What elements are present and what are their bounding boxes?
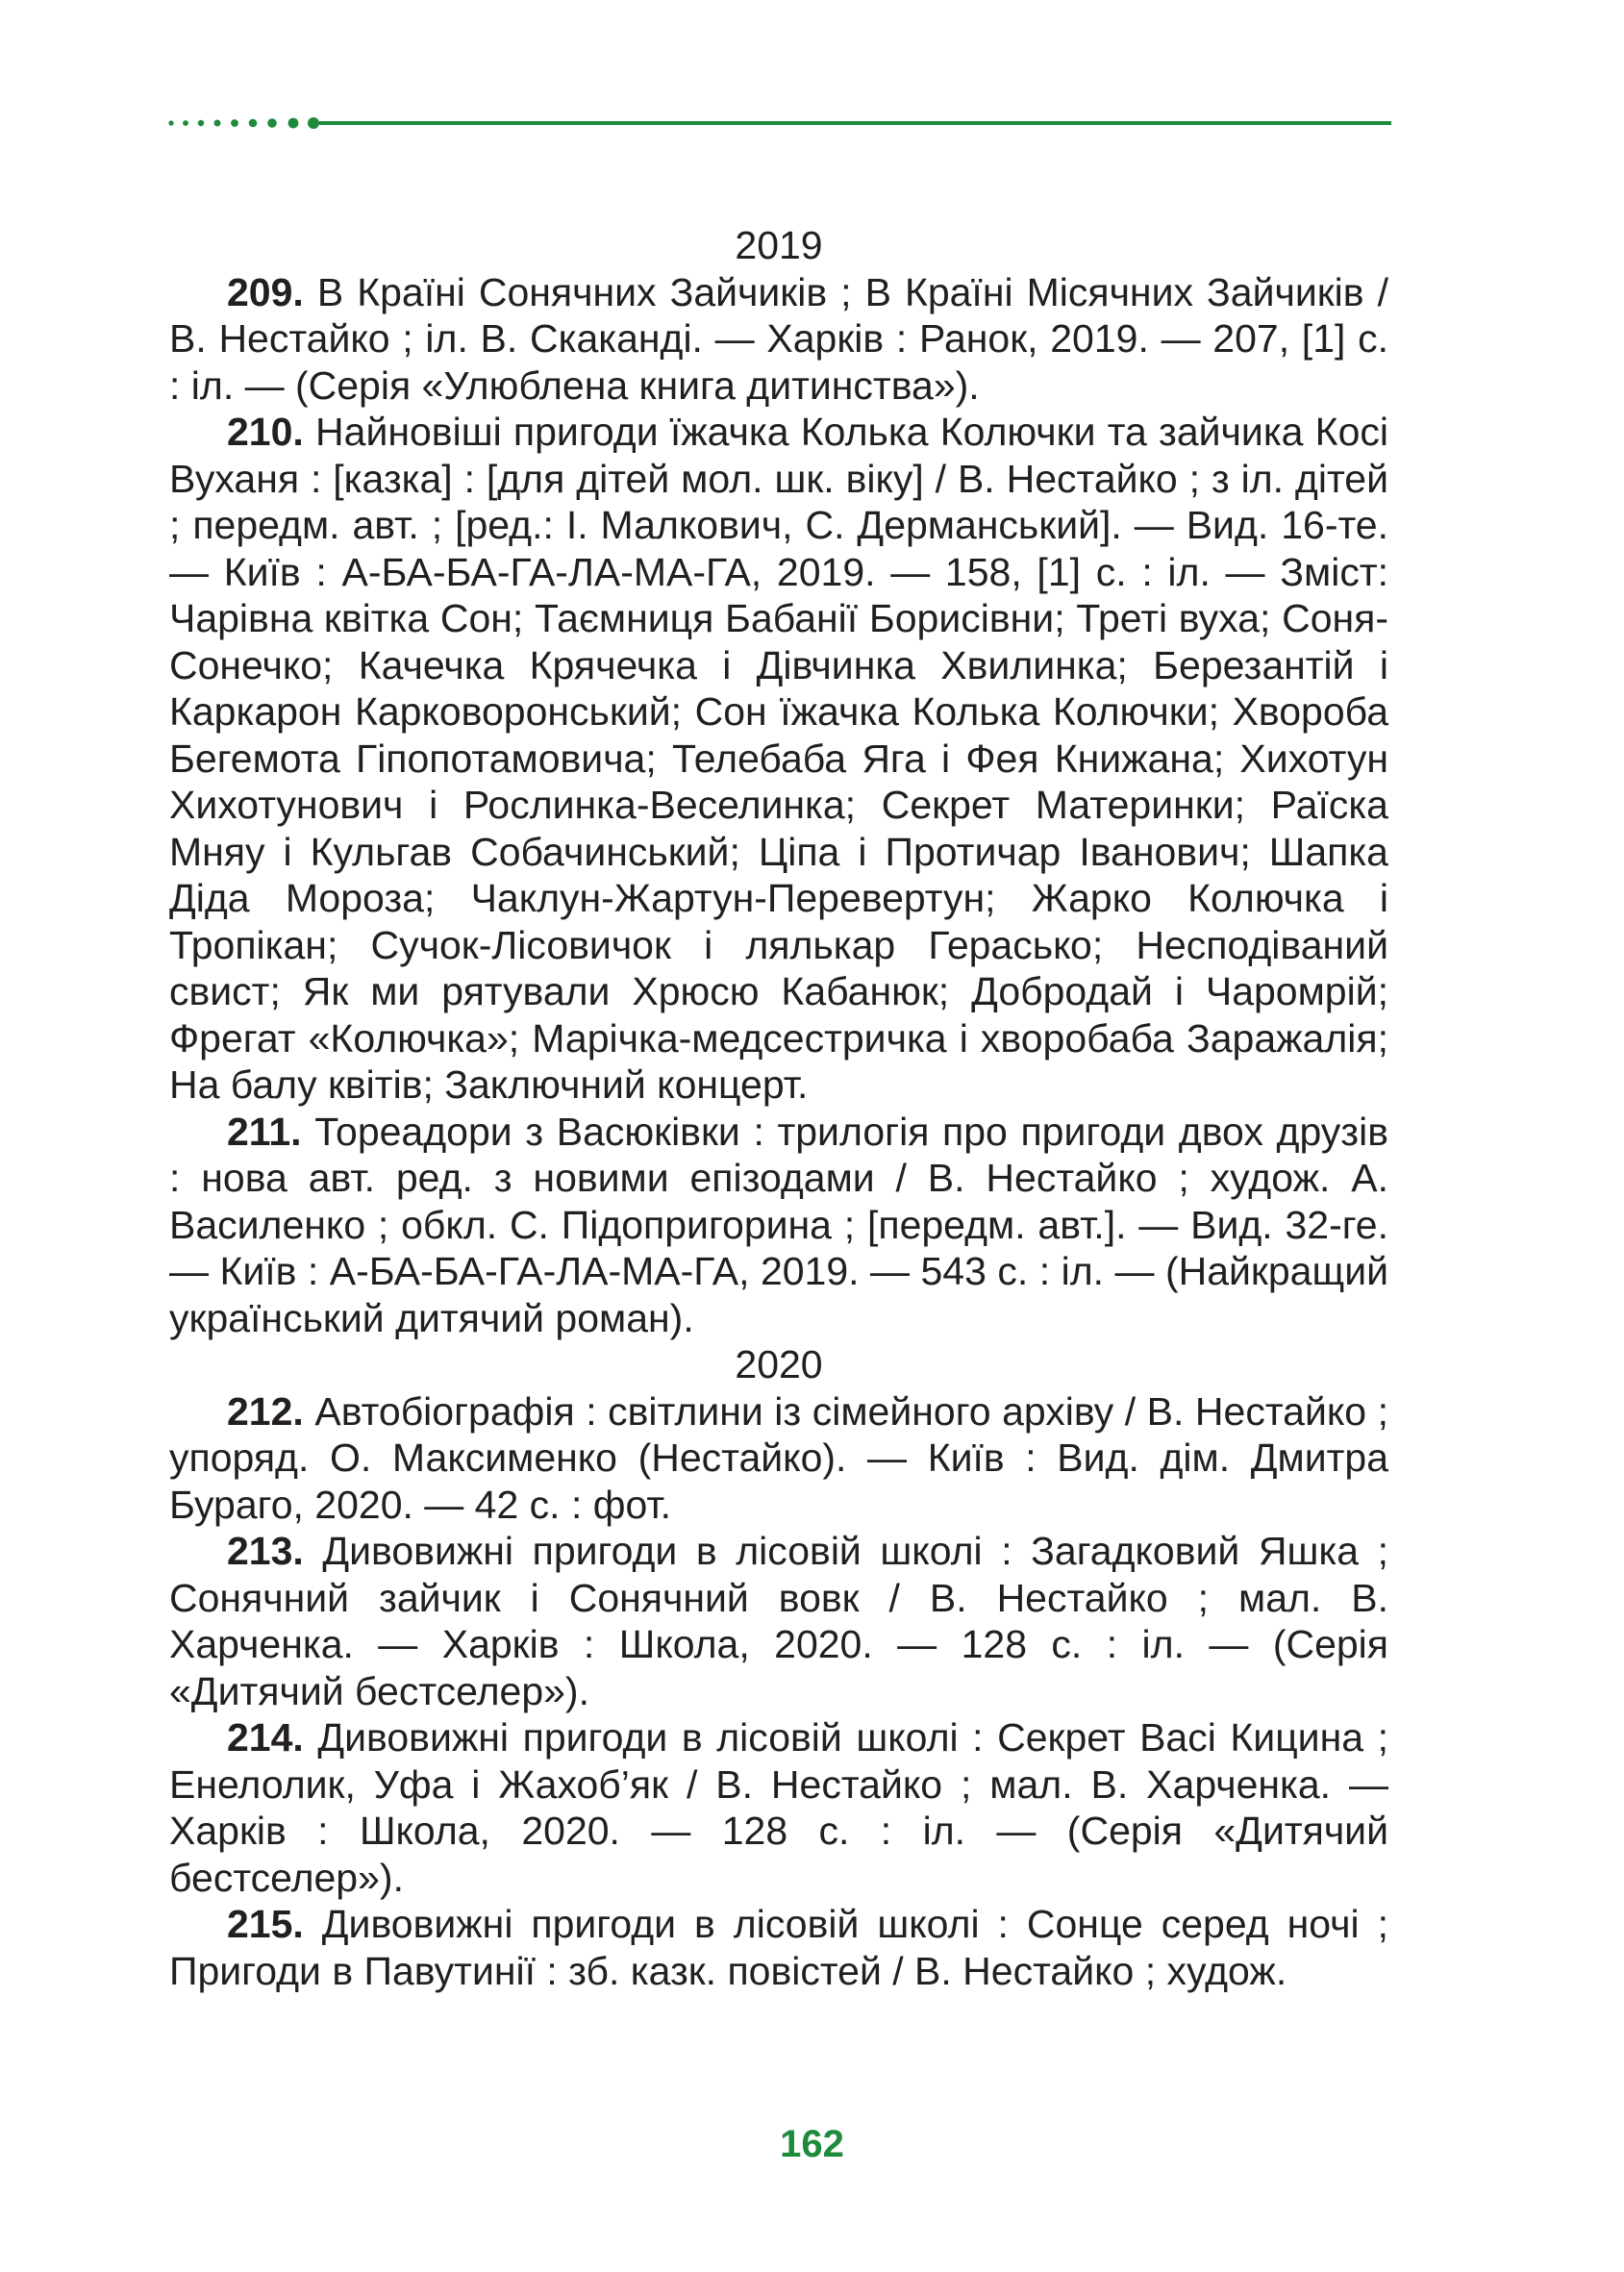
- entry-number: 209.: [227, 269, 304, 314]
- bibliography-entry: [169, 1388, 1388, 1529]
- bibliography-text: [169, 222, 1388, 1994]
- entry-text: Дивовижні пригоди в лісовій школі : Загадковий Яшка ; Сонячний зайчик і Сонячний вовк / В. Нестайко ; мал. В. Харченка. — Харків : Школа, 2020. — 128 с. : іл. — (Серія «Дитячий бестселер»).: [169, 1529, 1388, 1713]
- entry-text: Дивовижні пригоди в лісовій школі : Сонце серед ночі ; Пригоди в Павутинії : зб. казк. повістей / В. Нестайко ; худож.: [169, 1902, 1388, 1993]
- header-line: [319, 121, 1391, 125]
- entry-number: 214.: [227, 1715, 304, 1760]
- entry-number: 211.: [227, 1109, 302, 1154]
- page-number: 162: [780, 2123, 844, 2165]
- bibliography-entry: [169, 409, 1388, 1109]
- entry-number: 210.: [227, 410, 304, 454]
- header-rule: [165, 113, 1391, 133]
- entry-text: Найновіші пригоди їжачка Колька Колючки та зайчика Косі Вуханя : [казка] : [для дітей мол. шк. віку] / В. Нестайко ; з іл. дітей ; передм. авт. ; [ред.: І. Малкович, С. Дерманський]. — Вид. 16-те. — Київ : А-БА-БА-ГА-ЛА-МА-ГА, 2019. — 158, [1] с. : іл. — Зміст: Чарівна квітка Сон; Таємниця Бабанії Борисівни; Треті вуха; Соня-Сонечко; Качечка Крячечка і Дівчинка Хвилинка; Березантій і Каркарон Карковоронський; Сон їжачка Колька Колючки; Хвороба Бегемота Гіпопотамовича; Телебаба Яга і Фея Книжана; Хихотун Хихотунович і Рослинка-Веселинка; Секрет Материнки; Раїска Мняу і Кульгав Собачинський; Ціпа і Протичар Іванович; Шапка Діда Мороза; Чаклун-Жартун-Перевертун; Жарко Колючка і Тропікан; Сучок-Лісовичок і лялькар Гераськo; Несподіваний свист; Як ми рятували Хрюсю Кабанюк; Добродай і Чаромрій; Фрегат «Колючка»; Марічка-медсестричка і хворобаба Заражалія; На балу квітів; Заключний концерт.: [169, 410, 1388, 1107]
- entry-text: Автобіографія : світлини із сімейного архіву / В. Нестайко ; упоряд. О. Максименко (Нестайко). — Київ : Вид. дім. Дмитра Бураго, 2020. — 42 с. : фот.: [169, 1388, 1388, 1527]
- bibliography-entry: [169, 1109, 1388, 1342]
- bibliography-entry: [169, 1528, 1388, 1714]
- entry-text: Тореадори з Васюківки : трилогія про пригоди двох друзів : нова авт. ред. з новими епізодами / В. Нестайко ; худож. А. Василенко ; обкл. С. Підопригорина ; [передм. авт.]. — Вид. 32-ге. — Київ : А-БА-БА-ГА-ЛА-МА-ГА, 2019. — 543 с. : іл. — (Найкращий український дитячий роман).: [169, 1109, 1388, 1340]
- entry-number: 212.: [227, 1388, 304, 1434]
- bibliography-entry: [169, 1901, 1388, 1994]
- entry-number: 215.: [227, 1902, 304, 1946]
- year-heading: 2019: [735, 223, 823, 267]
- entry-text: В Країні Сонячних Зайчиків ; В Країні Місячних Зайчиків / В. Нестайко ; іл. В. Скаканді. — Харків : Ранок, 2019. — 207, [1] с. : іл. — (Серія «Улюблена книга дитинства»).: [169, 269, 1388, 408]
- year-heading: 2020: [735, 1342, 823, 1386]
- bibliography-entry: [169, 269, 1388, 410]
- entry-text: Дивовижні пригоди в лісовій школі : Секрет Васі Кицина ; Енелолик, Уфа і Жахоб’як / В. Нестайко ; мал. В. Харченка. — Харків : Школа, 2020. — 128 с. : іл. — (Серія «Дитячий бестселер»).: [169, 1715, 1388, 1900]
- entry-number: 213.: [227, 1529, 304, 1573]
- bibliography-entry: [169, 1714, 1388, 1901]
- dotted-ornament: [165, 113, 319, 133]
